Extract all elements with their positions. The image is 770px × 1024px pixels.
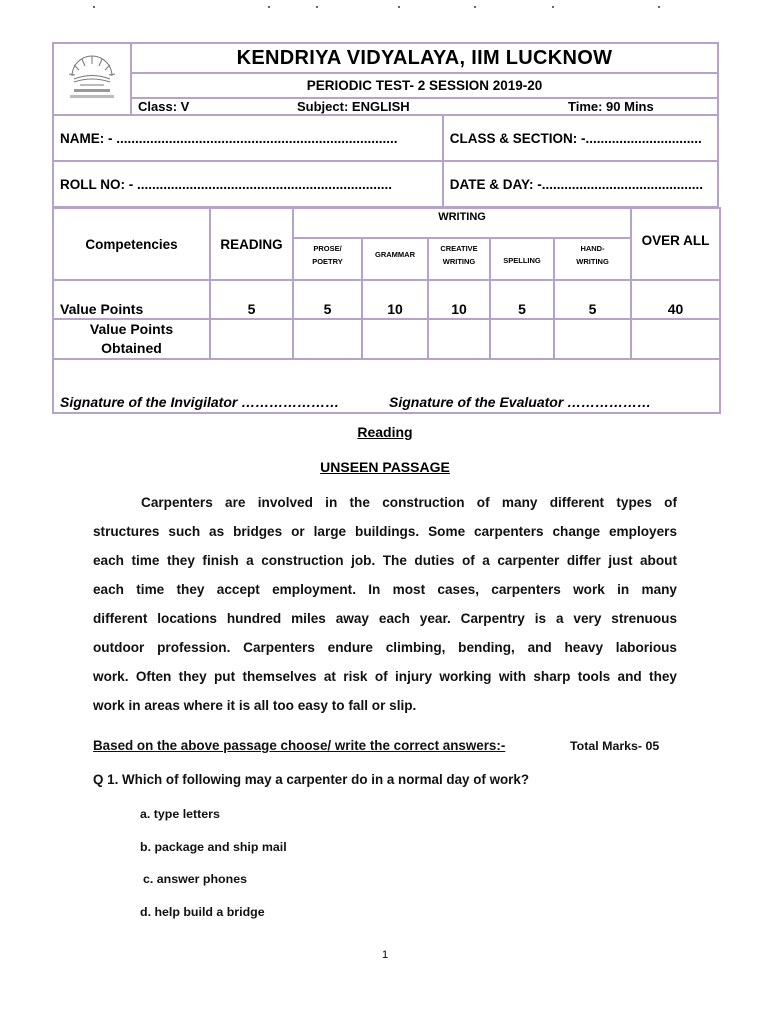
passage-line: work in areas where it is all too easy to fall or slip. xyxy=(93,698,417,713)
evaluator-signature: Signature of the Evaluator ……………… xyxy=(389,394,652,410)
obtained-handwriting xyxy=(554,319,631,359)
class-subject-time-row xyxy=(131,98,718,115)
passage-line: structures such as bridges or large buildings. Some carpenters change employers xyxy=(93,524,677,539)
class-label: Class: V xyxy=(138,99,190,114)
option-d: d. help build a bridge xyxy=(140,905,265,919)
value-handwriting: 5 xyxy=(554,280,631,319)
kv-emblem-icon xyxy=(60,52,124,102)
invigilator-signature: Signature of the Invigilator ………………… xyxy=(60,394,340,410)
spelling-header: SPELLING xyxy=(490,238,554,280)
passage-line: each time they accept employment. In most cases, carpenters work in many xyxy=(93,582,677,597)
question-1: Q 1. Which of following may a carpenter do in a normal day of work? xyxy=(93,772,529,787)
option-b: b. package and ship mail xyxy=(140,840,287,854)
obtained-creative-writing xyxy=(428,319,490,359)
subject-label: Subject: ENGLISH xyxy=(297,99,410,114)
value-spelling: 5 xyxy=(490,280,554,319)
creative-writing-header: CREATIVE WRITING xyxy=(428,238,490,280)
writing-header: WRITING xyxy=(293,208,631,238)
value-creative-writing: 10 xyxy=(428,280,490,319)
signature-row xyxy=(53,359,720,413)
reading-header: READING xyxy=(210,208,293,280)
time-label: Time: 90 Mins xyxy=(568,99,654,114)
total-marks: Total Marks- 05 xyxy=(570,739,660,753)
competencies-header: Competencies xyxy=(53,208,210,280)
value-points-label: Value Points xyxy=(53,280,210,319)
passage-line: outdoor profession. Carpenters endure climbing, bending, and heavy laborious xyxy=(93,640,677,655)
value-reading: 5 xyxy=(210,280,293,319)
header-table xyxy=(52,42,719,208)
prose-poetry-header: PROSE/ POETRY xyxy=(293,238,362,280)
obtained-reading xyxy=(210,319,293,359)
page-number: 1 xyxy=(381,949,389,961)
value-grammar: 10 xyxy=(362,280,428,319)
passage-title: UNSEEN PASSAGE xyxy=(320,459,450,475)
school-name: KENDRIYA VIDYALAYA, IIM LUCKNOW xyxy=(131,43,718,73)
school-logo xyxy=(53,43,131,115)
name-field: NAME: - ........................................................................... xyxy=(53,115,443,161)
passage-line: different locations hundred miles away each year. Carpentry is a very strenuous xyxy=(93,611,677,626)
grammar-header: GRAMMAR xyxy=(362,238,428,280)
date-day-field: DATE & DAY: -........................................... xyxy=(443,161,718,207)
roll-no-field: ROLL NO: - .................................................................... xyxy=(53,161,443,207)
test-title: PERIODIC TEST- 2 SESSION 2019-20 xyxy=(131,73,718,98)
obtained-spelling xyxy=(490,319,554,359)
passage-line: work. Often they put themselves at risk of injury working with sharp tools and they xyxy=(93,669,677,684)
obtained-overall xyxy=(631,319,720,359)
passage-line: each time they finish a construction job. The duties of a carpenter differ just about xyxy=(93,553,677,568)
overall-header: OVER ALL xyxy=(631,208,720,280)
obtained-grammar xyxy=(362,319,428,359)
passage xyxy=(93,488,677,720)
competency-table xyxy=(52,207,721,414)
class-section-field: CLASS & SECTION: -............................... xyxy=(443,115,718,161)
value-overall: 40 xyxy=(631,280,720,319)
value-prose-poetry: 5 xyxy=(293,280,362,319)
option-c: c. answer phones xyxy=(143,872,247,886)
option-a: a. type letters xyxy=(140,807,220,821)
obtained-prose-poetry xyxy=(293,319,362,359)
top-margin-marks xyxy=(0,2,770,12)
handwriting-header: HAND- WRITING xyxy=(554,238,631,280)
passage-line: Carpenters are involved in the construction of many different types of xyxy=(141,495,677,510)
instruction: Based on the above passage choose/ write the correct answers:- xyxy=(93,738,506,753)
value-points-obtained-label: Value Points Obtained xyxy=(53,319,210,359)
section-title: Reading xyxy=(357,424,413,440)
